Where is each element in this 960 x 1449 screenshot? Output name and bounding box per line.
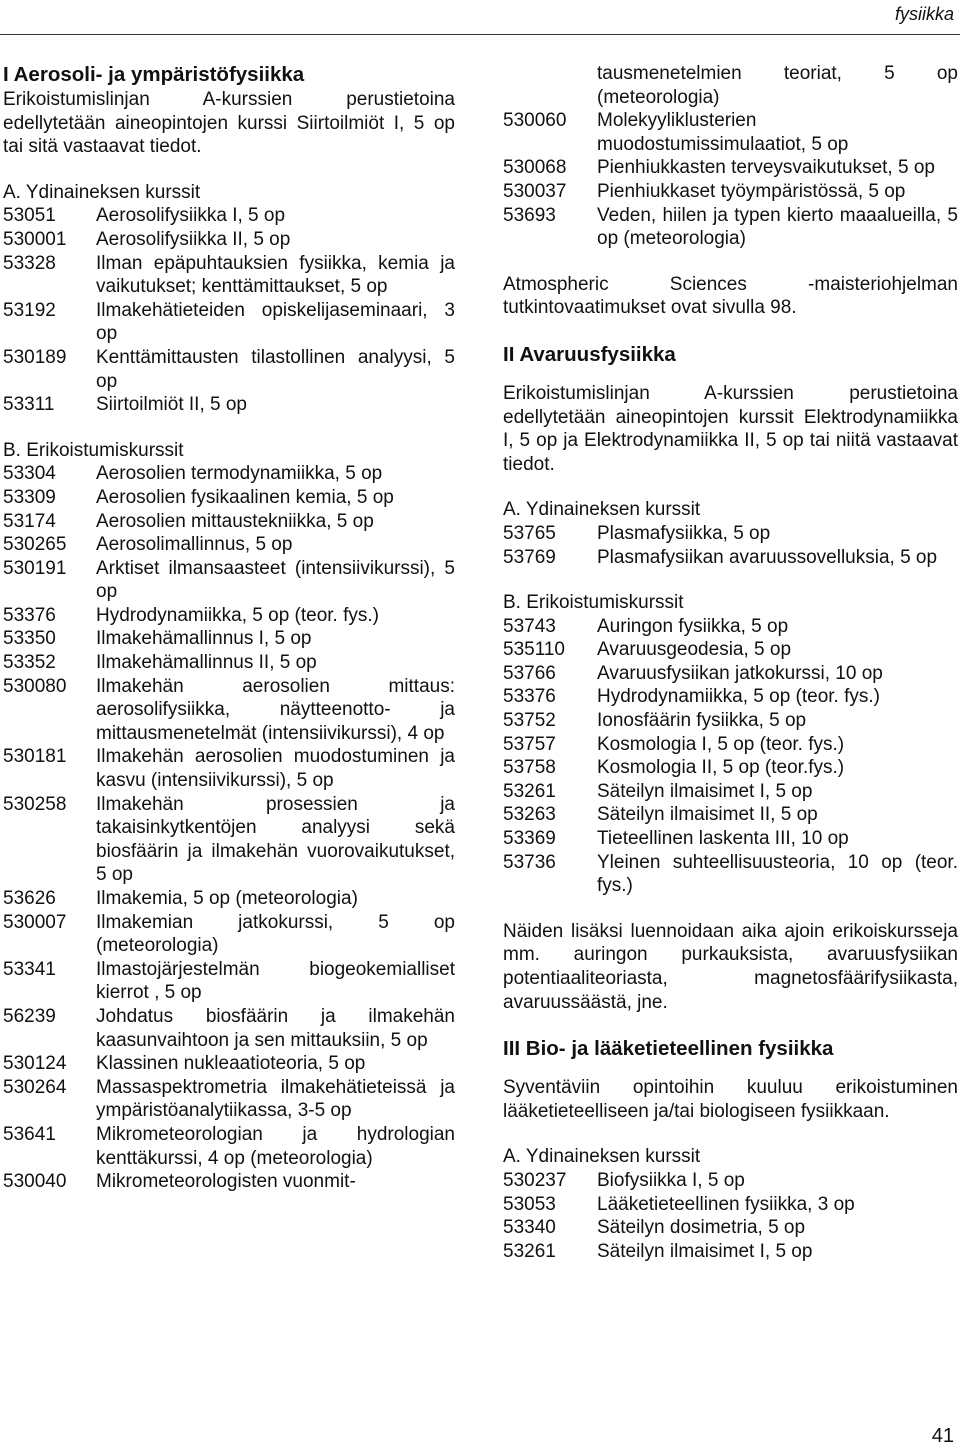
course-name: Säteilyn dosimetria, 5 op	[597, 1217, 806, 1239]
header-section-label: fysiikka	[894, 4, 954, 24]
course-name: Auringon fysiikka, 5 op	[597, 615, 789, 637]
course-code: 53053	[503, 1193, 556, 1215]
subheading-core-courses: A. Ydinaineksen kurssit	[3, 181, 201, 203]
course-code: 53757	[503, 733, 556, 755]
course-name: Kenttämittausten tilastollinen analyysi, 5 op	[96, 346, 455, 392]
section-intro-biomedical-physics: Syventäviin opintoihin kuuluu erikoistuminen lääketieteelliseen ja/tai biologiseen fysiikkaan.	[503, 1077, 958, 1122]
course-row	[3, 793, 455, 887]
course-code: 56239	[3, 1005, 56, 1027]
course-name: tausmenetelmien teoriat, 5 op (meteorologia)	[597, 63, 958, 108]
course-list-aerosol-specialisation	[3, 462, 455, 1193]
course-code: 53311	[3, 394, 55, 416]
course-row	[503, 827, 958, 851]
course-row	[3, 299, 455, 346]
course-row	[503, 1193, 958, 1217]
course-name: Ilmakehämallinnus II, 5 op	[96, 652, 317, 674]
course-code: 53174	[3, 510, 56, 532]
course-code: 530181	[3, 746, 67, 768]
course-name: Lääketieteellinen fysiikka, 3 op	[597, 1193, 855, 1215]
course-row	[3, 204, 455, 228]
course-name: Molekyyliklusterien muodostumissimulaatiot, 5 op	[597, 110, 849, 155]
course-row	[503, 1169, 958, 1193]
section-intro-space-physics: Erikoistumislinjan A-kurssien perustietoina edellytetään aineopintojen kurssit Elektrodynamiikka I, 5 op ja Elektrodynamiikka II, 5 op tai niitä vastaavat tiedot.	[503, 382, 958, 475]
course-list-biomedical-core	[503, 1169, 958, 1263]
course-code: 53192	[3, 299, 56, 321]
course-code: 53693	[503, 204, 556, 226]
course-code: 53369	[503, 828, 556, 850]
section-title-space-physics: II Avaruusfysiikka	[503, 342, 676, 366]
course-name: Mikrometeorologisten vuonmit-	[96, 1171, 356, 1193]
course-list-space-specialisation	[503, 615, 958, 898]
course-code: 530080	[3, 675, 67, 697]
course-code: 530001	[3, 228, 67, 250]
course-code: 53376	[3, 604, 56, 626]
section-title-aerosol: I Aerosoli- ja ympäristöfysiikka	[3, 63, 305, 86]
course-name: Ilmastojärjestelmän biogeokemialliset kierrot , 5 op	[96, 958, 455, 1004]
course-row	[503, 156, 958, 180]
left-column	[3, 62, 455, 1194]
course-name: Ilmakehän aerosolien mittaus: aerosolifysiikka, näytteenotto- ja mittausmenetelmät (intensiivikurssi), 4 op	[96, 675, 455, 744]
course-name: Säteilyn ilmaisimet I, 5 op	[597, 1240, 813, 1262]
course-code: 53641	[3, 1123, 56, 1145]
course-row	[3, 510, 455, 534]
course-code: 53376	[503, 686, 556, 708]
course-row	[3, 627, 455, 651]
subheading-specialisation-courses: B. Erikoistumiskurssit	[503, 592, 684, 614]
course-name: Ilmakehätieteiden opiskelijaseminaari, 3 op	[96, 299, 455, 345]
course-code: 53263	[503, 804, 556, 826]
course-code: 530040	[3, 1171, 67, 1193]
course-name: Ionosfäärin fysiikka, 5 op	[597, 710, 807, 732]
course-name: Hydrodynamiikka, 5 op (teor. fys.)	[96, 604, 379, 626]
course-name: Ilmakemian jatkokurssi, 5 op (meteorologia)	[96, 911, 455, 957]
course-row	[503, 522, 958, 546]
space-physics-note: Näiden lisäksi luennoidaan aika ajoin erikoiskursseja mm. auringon purkauksista, avaruusfysiikan potentiaaliteoriasta, magnetosfäärifysiikasta, avaruussäästä, jne.	[503, 920, 958, 1013]
course-name: Siirtoilmiöt II, 5 op	[96, 394, 247, 416]
course-code: 53341	[3, 958, 56, 980]
course-row	[3, 252, 455, 299]
course-row	[503, 546, 958, 570]
course-row	[3, 1052, 455, 1076]
course-code: 530189	[3, 346, 67, 368]
course-row	[3, 557, 455, 604]
course-name: Aerosolifysiikka I, 5 op	[96, 205, 286, 227]
section-title-biomedical-physics: III Bio- ja lääketieteellinen fysiikka	[503, 1037, 834, 1061]
course-name: Aerosolien fysikaalinen kemia, 5 op	[96, 486, 394, 508]
course-name: Mikrometeorologian ja hydrologian kenttäkurssi, 4 op (meteorologia)	[96, 1123, 455, 1169]
course-code: 53340	[503, 1217, 556, 1239]
course-name: Avaruusgeodesia, 5 op	[597, 639, 792, 661]
course-code: 530007	[3, 911, 67, 933]
course-code: 53261	[503, 780, 556, 802]
course-name: Ilmakemia, 5 op (meteorologia)	[96, 888, 358, 909]
course-name: Ilmakehän prosessien ja takaisinkytkentöjen analyysi sekä biosfäärin ja ilmakehän vuorovaikutukset, 5 op	[96, 793, 455, 886]
course-code: 535110	[503, 639, 565, 661]
course-row	[503, 615, 958, 639]
course-name: Tieteellinen laskenta III, 10 op	[597, 828, 849, 850]
course-code: 53350	[3, 628, 56, 650]
course-code: 530264	[3, 1076, 67, 1098]
course-row	[503, 109, 958, 156]
subheading-core-courses: A. Ydinaineksen kurssit	[503, 499, 701, 521]
course-name: Hydrodynamiikka, 5 op (teor. fys.)	[597, 686, 880, 708]
course-name: Aerosolien termodynamiikka, 5 op	[96, 463, 383, 485]
course-name: Plasmafysiikka, 5 op	[597, 522, 771, 544]
course-row	[3, 393, 455, 417]
course-code: 53309	[3, 486, 56, 508]
course-code: 530124	[3, 1053, 67, 1075]
course-row	[3, 1123, 455, 1170]
right-column	[503, 62, 958, 1263]
course-row	[3, 462, 455, 486]
course-row	[503, 180, 958, 204]
course-row	[3, 1170, 455, 1194]
course-row	[503, 803, 958, 827]
course-name: Pienhiukkasten terveysvaikutukset, 5 op	[597, 157, 935, 179]
course-name: Säteilyn ilmaisimet I, 5 op	[597, 780, 813, 802]
course-name: Yleinen suhteellisuusteoria, 10 op (teor. fys.)	[597, 851, 958, 897]
course-list-aerosol-specialisation-continued	[503, 62, 958, 251]
course-code: 53766	[503, 662, 556, 684]
subheading-specialisation-courses: B. Erikoistumiskurssit	[3, 439, 184, 461]
course-code: 530068	[503, 157, 567, 179]
course-name: Aerosolimallinnus, 5 op	[96, 534, 293, 556]
course-row	[503, 1216, 958, 1240]
course-list-space-core	[503, 522, 958, 569]
course-row	[3, 533, 455, 557]
atmospheric-sciences-note: Atmospheric Sciences -maisteriohjelman tutkintovaatimukset ovat sivulla 98.	[503, 273, 958, 319]
course-name: Pienhiukkaset työympäristössä, 5 op	[597, 180, 906, 202]
course-code: 53765	[503, 522, 556, 544]
course-code: 530037	[503, 180, 567, 202]
course-row	[3, 887, 455, 911]
course-row	[3, 1076, 455, 1123]
course-code: 53261	[503, 1240, 556, 1262]
course-row	[503, 685, 958, 709]
course-row	[3, 745, 455, 792]
course-name: Massaspektrometria ilmakehätieteissä ja ympäristöanalytiikassa, 3-5 op	[96, 1076, 455, 1122]
course-name: Veden, hiilen ja typen kierto maaalueilla, 5 op (meteorologia)	[597, 204, 958, 250]
course-row	[503, 709, 958, 733]
course-row	[3, 911, 455, 958]
course-row	[3, 346, 455, 393]
subheading-core-courses: A. Ydinaineksen kurssit	[503, 1146, 701, 1168]
course-name: Aerosolifysiikka II, 5 op	[96, 228, 291, 250]
course-name: Plasmafysiikan avaruussovelluksia, 5 op	[597, 546, 938, 568]
course-code: 53304	[3, 463, 56, 485]
section-intro-aerosol: Erikoistumislinjan A-kurssien perustietoina edellytetään aineopintojen kurssi Siirtoilmiöt I, 5 op tai sitä vastaavat tiedot.	[3, 89, 455, 158]
course-row	[503, 756, 958, 780]
course-row	[503, 733, 958, 757]
course-row	[3, 228, 455, 252]
course-name: Kosmologia II, 5 op (teor.fys.)	[597, 757, 845, 779]
course-code: 530191	[3, 557, 67, 579]
course-name: Johdatus biosfäärin ja ilmakehän kaasunvaihtoon ja sen mittauksiin, 5 op	[96, 1005, 455, 1051]
course-name: Avaruusfysiikan jatkokurssi, 10 op	[597, 662, 883, 684]
course-row	[503, 851, 958, 898]
course-row	[503, 1240, 958, 1264]
course-name: Kosmologia I, 5 op (teor. fys.)	[597, 733, 845, 755]
course-code: 53736	[503, 851, 556, 873]
course-code: 53752	[503, 710, 556, 732]
page-number: 41	[931, 1425, 954, 1447]
course-code: 53769	[503, 546, 556, 568]
course-name: Arktiset ilmansaasteet (intensiivikurssi), 5 op	[96, 557, 455, 603]
course-row	[3, 675, 455, 746]
course-code: 530265	[3, 534, 67, 556]
course-code: 530237	[503, 1169, 567, 1191]
course-row	[3, 604, 455, 628]
course-code: 530258	[3, 793, 67, 815]
course-code: 53758	[503, 757, 556, 779]
course-code: 53626	[3, 888, 56, 909]
course-list-aerosol-core	[3, 204, 455, 416]
course-name: Ilman epäpuhtauksien fysiikka, kemia ja vaikutukset; kenttämittaukset, 5 op	[96, 252, 455, 298]
course-code: 53743	[503, 615, 556, 637]
course-name: Ilmakehämallinnus I, 5 op	[96, 628, 312, 650]
course-name: Biofysiikka I, 5 op	[597, 1169, 745, 1191]
course-code: 53328	[3, 252, 56, 274]
course-code: 53352	[3, 652, 56, 674]
course-code: 53051	[3, 205, 56, 227]
course-row	[503, 662, 958, 686]
course-name: Säteilyn ilmaisimet II, 5 op	[597, 804, 818, 826]
course-row	[3, 1005, 455, 1052]
header-divider	[0, 34, 960, 35]
course-row	[3, 651, 455, 675]
course-row	[503, 638, 958, 662]
course-row	[503, 204, 958, 251]
course-row	[3, 486, 455, 510]
course-row	[503, 780, 958, 804]
course-row	[503, 62, 958, 109]
course-code: 530060	[503, 110, 567, 132]
course-name: Klassinen nukleaatioteoria, 5 op	[96, 1053, 366, 1075]
course-row	[3, 958, 455, 1005]
course-name: Aerosolien mittaustekniikka, 5 op	[96, 510, 374, 532]
course-name: Ilmakehän aerosolien muodostuminen ja kasvu (intensiivikurssi), 5 op	[96, 746, 455, 792]
